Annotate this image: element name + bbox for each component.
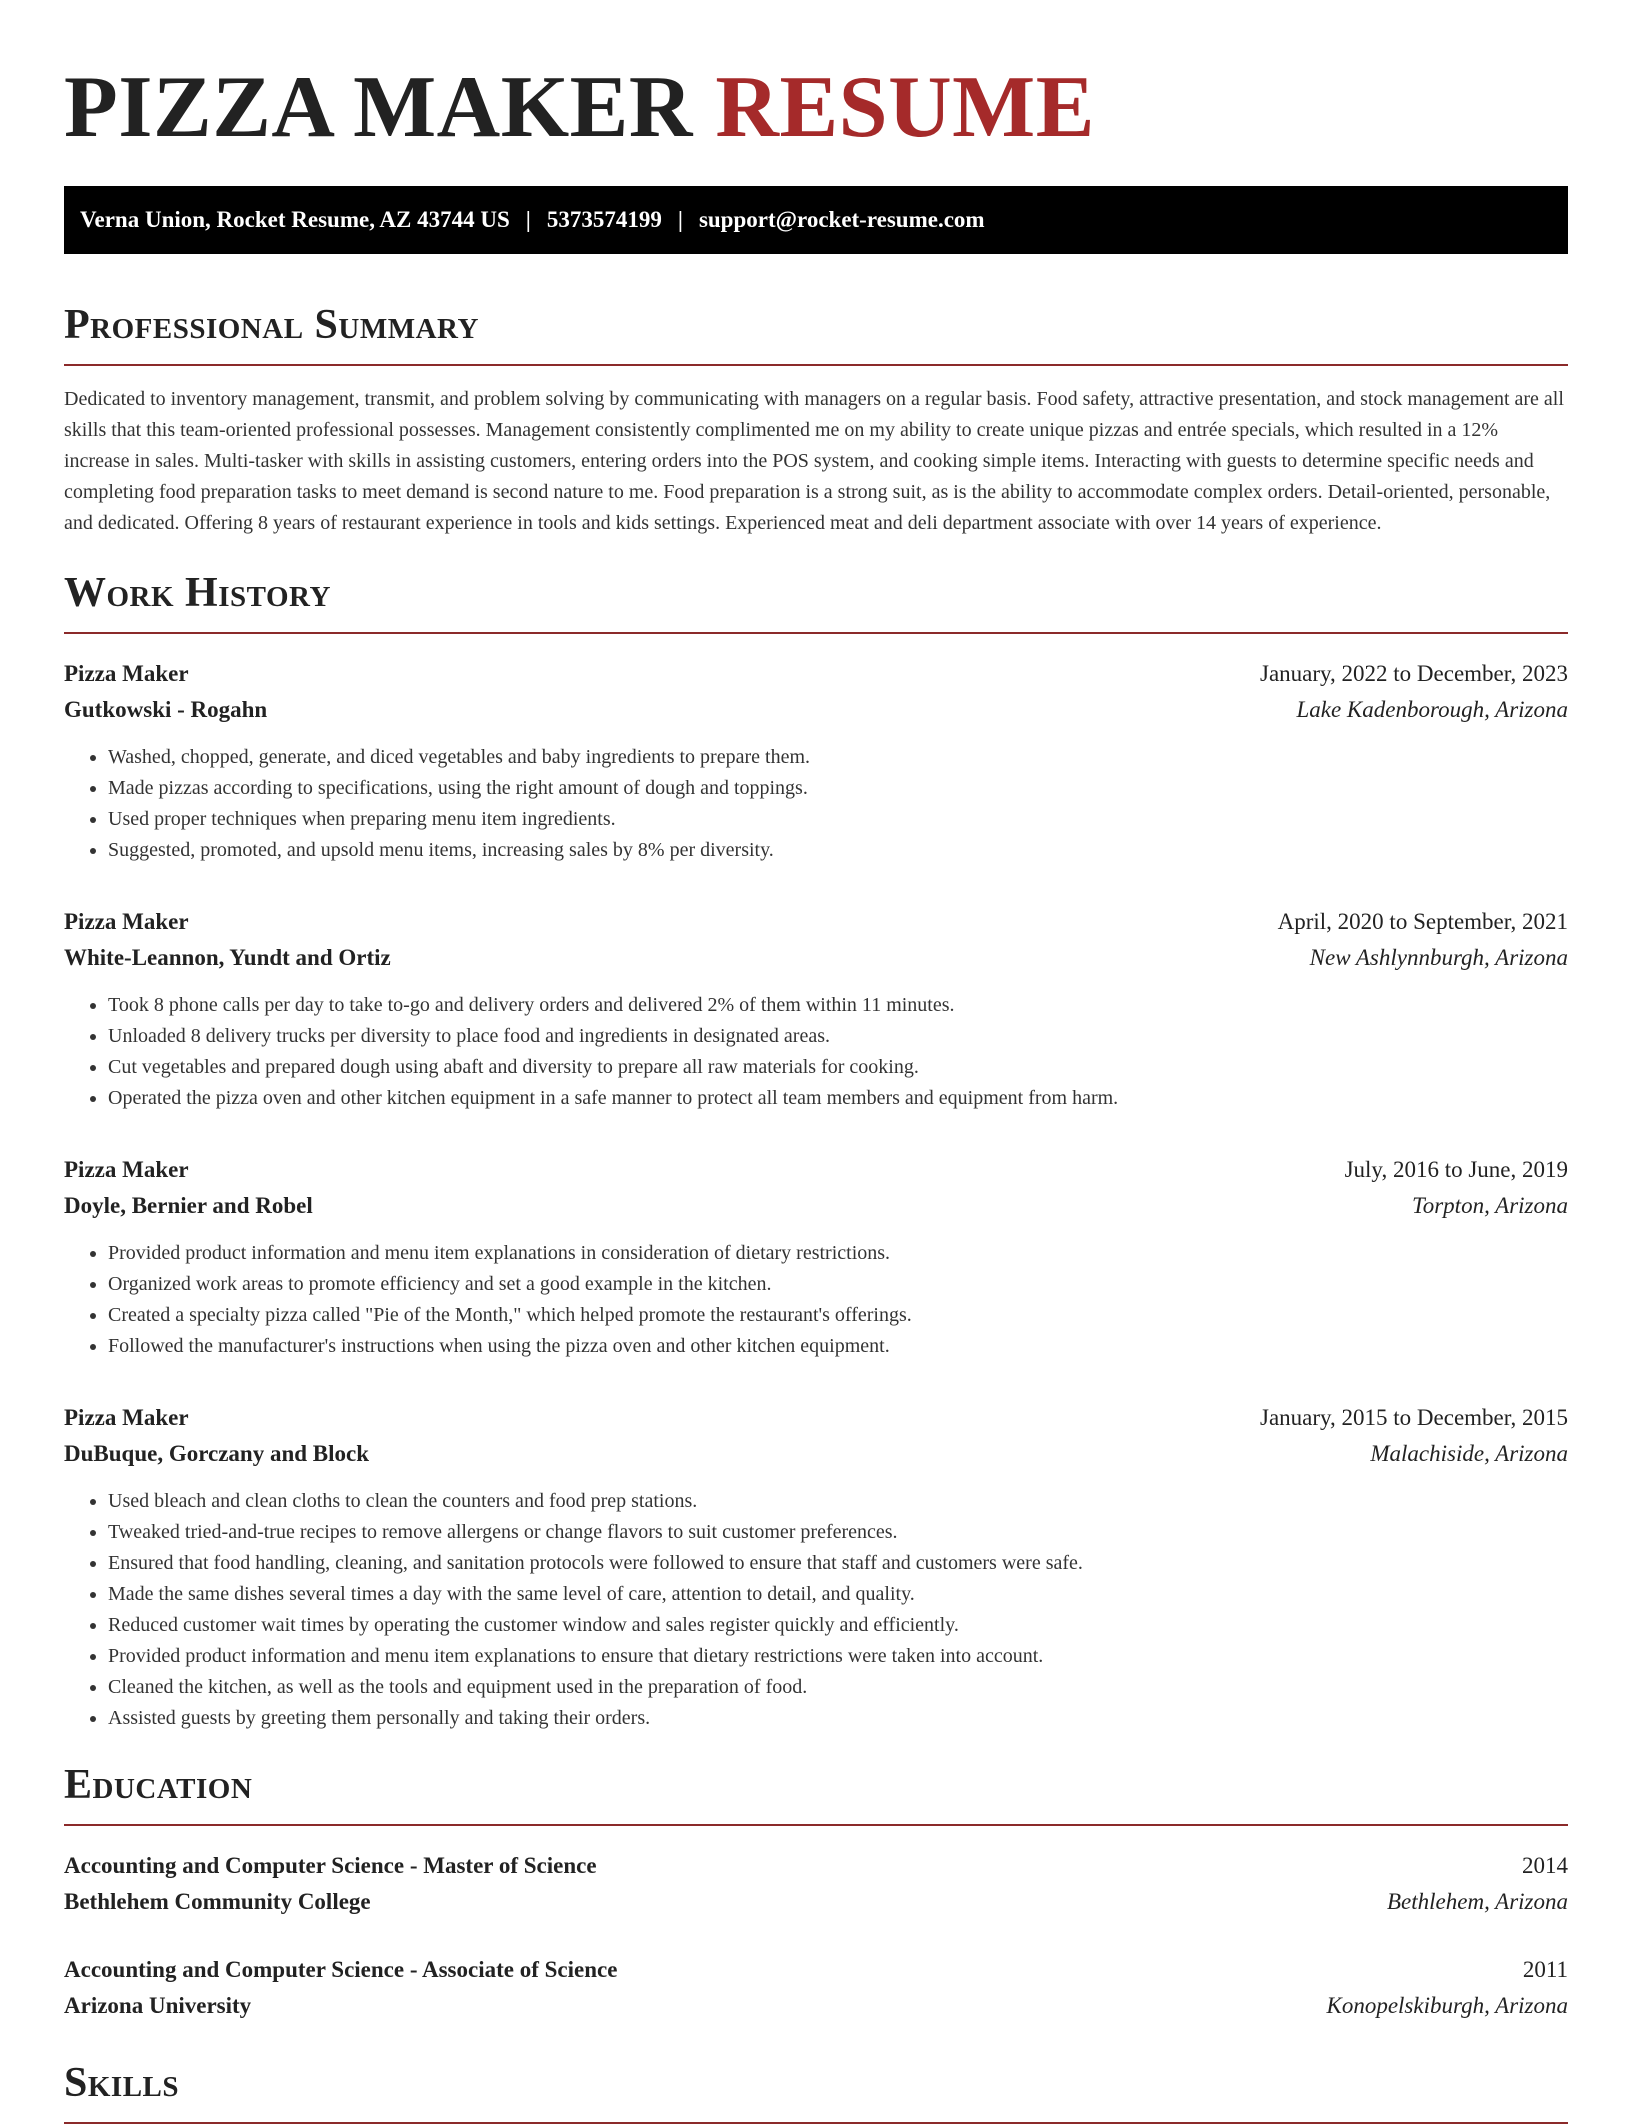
contact-email: support@rocket-resume.com	[698, 207, 985, 232]
job-bullet: • Took 8 phone calls per day to take to-go and delivery orders and delivered 2% of them within 11 minutes.	[108, 990, 1568, 1021]
job-company-row	[64, 692, 1568, 728]
education-entry	[64, 1952, 1568, 2024]
job-bullet: • Followed the manufacturer's instructions when using the pizza oven and other kitchen equipment.	[108, 1331, 1568, 1362]
job-title: Pizza Maker	[64, 1157, 189, 1182]
job-entry	[64, 904, 1568, 1114]
section-heading: Work History	[64, 570, 331, 616]
work-history-section	[64, 572, 1568, 1734]
job-bullet: • Unloaded 8 delivery trucks per diversity to place food and ingredients in designated areas.	[108, 1021, 1568, 1052]
job-bullets	[64, 1486, 1568, 1734]
job-bullet: • Made the same dishes several times a day with the same level of care, attention to detail, and quality.	[108, 1579, 1568, 1610]
education-section	[64, 1764, 1568, 2024]
job-dates: July, 2016 to June, 2019	[1344, 1157, 1568, 1182]
contact-separator: |	[677, 207, 683, 232]
education-school: Bethlehem Community College	[64, 1889, 371, 1914]
job-title-row	[64, 1400, 1568, 1436]
skills-section	[64, 2062, 1568, 2124]
section-divider	[64, 1824, 1568, 1826]
section-heading: Education	[64, 1762, 253, 1808]
contact-address: Verna Union, Rocket Resume, AZ 43744 US	[80, 207, 510, 232]
job-title: Pizza Maker	[64, 661, 189, 686]
job-bullet: • Created a specialty pizza called "Pie of the Month," which helped promote the restaurant's offerings.	[108, 1300, 1568, 1331]
job-location: Torpton, Arizona	[1412, 1193, 1568, 1218]
job-bullet: • Washed, chopped, generate, and diced vegetables and baby ingredients to prepare them.	[108, 742, 1568, 773]
job-company-row	[64, 1188, 1568, 1224]
summary-section	[64, 304, 1568, 539]
job-company: Gutkowski - Rogahn	[64, 697, 268, 722]
education-entry	[64, 1848, 1568, 1920]
job-bullet: • Tweaked tried-and-true recipes to remove allergens or change flavors to suit customer preferences.	[108, 1517, 1568, 1548]
contact-separator: |	[525, 207, 531, 232]
section-heading: Skills	[64, 2060, 180, 2106]
job-company-row	[64, 940, 1568, 976]
job-bullet: • Provided product information and menu item explanations in consideration of dietary restrictions.	[108, 1238, 1568, 1269]
job-entry	[64, 656, 1568, 866]
job-bullet: • Cut vegetables and prepared dough using abaft and diversity to prepare all raw materials for cooking.	[108, 1052, 1568, 1083]
job-bullet: • Suggested, promoted, and upsold menu items, increasing sales by 8% per diversity.	[108, 835, 1568, 866]
education-degree-row	[64, 1848, 1568, 1884]
education-location: Konopelskiburgh, Arizona	[1326, 1993, 1568, 2018]
job-bullets	[64, 742, 1568, 866]
job-entry	[64, 1152, 1568, 1362]
job-company: Doyle, Bernier and Robel	[64, 1193, 313, 1218]
job-bullet: • Assisted guests by greeting them personally and taking their orders.	[108, 1703, 1568, 1734]
job-bullet: • Made pizzas according to specifications, using the right amount of dough and toppings.	[108, 773, 1568, 804]
education-location: Bethlehem, Arizona	[1387, 1889, 1568, 1914]
contact-bar	[64, 186, 1568, 254]
job-dates: January, 2022 to December, 2023	[1260, 661, 1568, 686]
job-dates: April, 2020 to September, 2021	[1277, 909, 1568, 934]
education-year: 2011	[1522, 1957, 1568, 1982]
education-year: 2014	[1522, 1853, 1568, 1878]
job-entry	[64, 1400, 1568, 1734]
contact-phone: 5373574199	[546, 207, 662, 232]
title-accent: RESUME	[715, 59, 1095, 156]
job-location: New Ashlynnburgh, Arizona	[1309, 945, 1568, 970]
job-title: Pizza Maker	[64, 1405, 189, 1430]
job-bullet: • Reduced customer wait times by operating the customer window and sales register quickly and efficiently.	[108, 1610, 1568, 1641]
job-company: DuBuque, Gorczany and Block	[64, 1441, 370, 1466]
job-title-row	[64, 1152, 1568, 1188]
job-location: Lake Kadenborough, Arizona	[1296, 697, 1568, 722]
job-title-row	[64, 904, 1568, 940]
education-school-row	[64, 1884, 1568, 1920]
job-title: Pizza Maker	[64, 909, 189, 934]
summary-text: Dedicated to inventory management, transmit, and problem solving by communicating with managers on a regular basis. Food safety, attractive presentation, and stock management are all skills that this team-oriented professional possesses. Management consistently complimented me on my ability to create unique pizzas and entrée specials, which resulted in a 12% increase in sales. Multi-tasker with skills in assisting customers, entering orders into the POS system, and cooking simple items. Interacting with guests to determine specific needs and completing food preparation tasks to meet demand is second nature to me. Food preparation is a strong suit, as is the ability to accommodate complex orders. Detail-oriented, personable, and dedicated. Offering 8 years of restaurant experience in tools and kids settings. Experienced meat and deli department associate with over 14 years of experience.	[64, 388, 1564, 534]
section-divider	[64, 632, 1568, 634]
education-degree-row	[64, 1952, 1568, 1988]
job-bullet: • Provided product information and menu item explanations to ensure that dietary restrictions were taken into account.	[108, 1641, 1568, 1672]
education-degree: Accounting and Computer Science - Associate of Science	[64, 1957, 618, 1982]
title-main: PIZZA MAKER	[64, 59, 693, 156]
job-location: Malachiside, Arizona	[1370, 1441, 1568, 1466]
job-bullet: • Cleaned the kitchen, as well as the tools and equipment used in the preparation of food.	[108, 1672, 1568, 1703]
education-degree: Accounting and Computer Science - Master of Science	[64, 1853, 597, 1878]
resume-title	[64, 59, 1568, 156]
job-company-row	[64, 1436, 1568, 1472]
section-heading: Professional Summary	[64, 302, 479, 348]
job-title-row	[64, 656, 1568, 692]
job-bullet: • Operated the pizza oven and other kitchen equipment in a safe manner to protect all team members and equipment from harm.	[108, 1083, 1568, 1114]
job-bullet: • Used bleach and clean cloths to clean the counters and food prep stations.	[108, 1486, 1568, 1517]
section-divider	[64, 364, 1568, 366]
education-school-row	[64, 1988, 1568, 2024]
job-bullets	[64, 1238, 1568, 1362]
job-bullet: • Ensured that food handling, cleaning, and sanitation protocols were followed to ensure that staff and customers were safe.	[108, 1548, 1568, 1579]
job-dates: January, 2015 to December, 2015	[1260, 1405, 1568, 1430]
education-school: Arizona University	[64, 1993, 252, 2018]
job-bullets	[64, 990, 1568, 1114]
job-bullet: • Used proper techniques when preparing menu item ingredients.	[108, 804, 1568, 835]
job-bullet: • Organized work areas to promote efficiency and set a good example in the kitchen.	[108, 1269, 1568, 1300]
job-company: White-Leannon, Yundt and Ortiz	[64, 945, 391, 970]
